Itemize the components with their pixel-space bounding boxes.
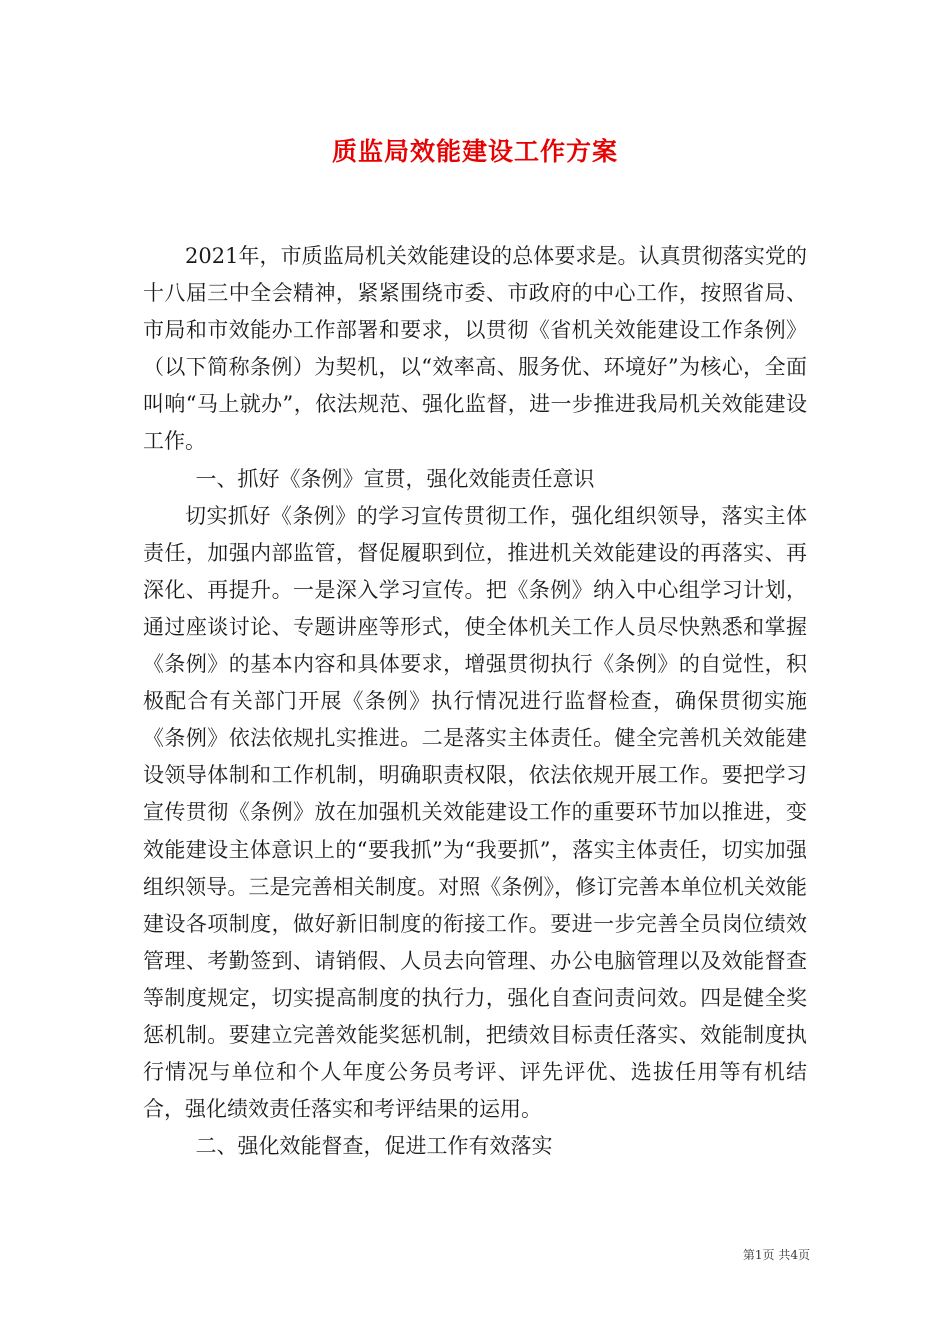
section-heading-2: 二、强化效能督查，促进工作有效落实 bbox=[195, 1134, 553, 1159]
document-title: 质监局效能建设工作方案 bbox=[331, 137, 618, 166]
paragraph-section-1: 切实抓好《条例》的学习宣传贯彻工作，强化组织领导，落实主体责任，加强内部监管，督促履职到位，推进机关效能建设的再落实、再深化、再提升。一是深入学习宣传。把《条例》纳入中心组学习计划，通过座谈讨论、专题讲座等形式，使全体机关工作人员尽快熟悉和掌握《条例》的基本内容和具体要求，增强贯彻执行《条例》的自觉性，积极配合有关部门开展《条例》执行情况进行监督检查，确保贯彻实施《条例》依法依规扎实推进。二是落实主体责任。健全完善机关效能建设领导体制和工作机制，明确职责权限，依法依规开展工作。要把学习宣传贯彻《条例》放在加强机关效能建设工作的重要环节加以推进，变效能建设主体意识上的“要我抓”为“我要抓”，落实主体责任，切实加强组织领导。三是完善相关制度。对照《条例》，修订完善本单位机关效能建设各项制度，做好新旧制度的衔接工作。要进一步完善全员岗位绩效管理、考勤签到、请销假、人员去向管理、办公电脑管理以及效能督查等制度规定，切实提高制度的执行力，强化自查问责问效。四是健全奖惩机制。要建立完善效能奖惩机制，把绩效目标责任落实、效能制度执行情况与单位和个人年度公务员考评、评先评优、选拔任用等有机结合，强化绩效责任落实和考评结果的运用。 bbox=[143, 503, 807, 1122]
page-number: 第1页 共4页 bbox=[742, 1248, 810, 1262]
document-body bbox=[143, 238, 807, 1165]
section-heading-1: 一、抓好《条例》宣贯，强化效能责任意识 bbox=[195, 466, 595, 491]
paragraph-intro: 2021年，市质监局机关效能建设的总体要求是。认真贯彻落实党的十八届三中全会精神，紧紧围绕市委、市政府的中心工作，按照省局、市局和市效能办工作部署和要求，以贯彻《省机关效能建设工作条例》（以下简称条例）为契机，以“效率高、服务优、环境好”为核心，全面叫响“马上就办”，依法规范、强化监督，进一步推进我局机关效能建设工作。 bbox=[143, 244, 807, 454]
